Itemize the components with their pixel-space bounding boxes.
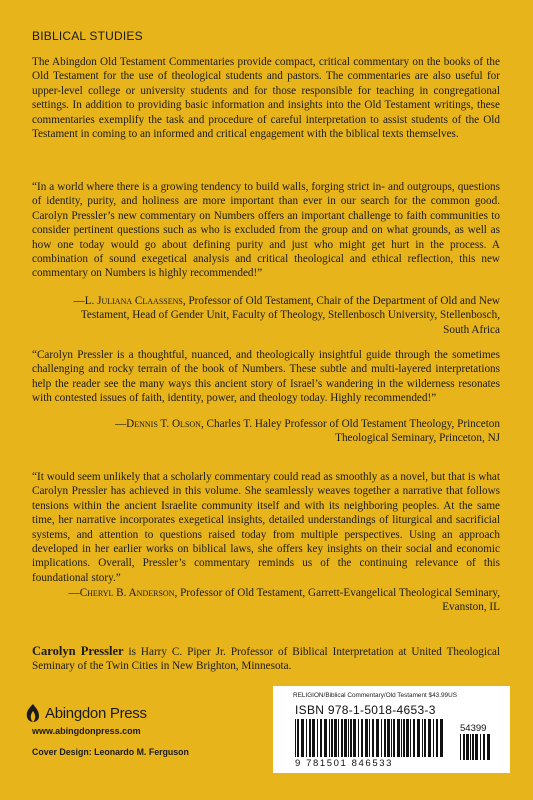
- isbn-barcode-digits: 9 781501 846533: [295, 758, 393, 769]
- author-bio-text: is Harry C. Piper Jr. Professor of Biblical Interpretation at United Theological Seminary of the Twin Cities in New Brighton, Minnesota.: [32, 646, 500, 673]
- abingdon-flame-icon: [24, 703, 42, 723]
- endorsement-attribution-1: [60, 294, 500, 337]
- endorsement-quote-2: “Carolyn Pressler is a thoughtful, nuanced, and theologically insightful guide through the sometimes challenging and rocky terrain of the book of Numbers. These subtle and multi-layered interpretations help the reader see the many ways this ancient story of Israel’s wandering in the wilderness resonates with contested issues of faith, identity, power, and theology today. Highly recommended!”: [32, 349, 500, 405]
- endorsement-attribution-2: [60, 417, 500, 446]
- endorser-title-2: , Charles T. Haley Professor of Old Testament Theology, Princeton Theological Seminary, Princeton, NJ: [200, 418, 500, 445]
- series-description: The Abingdon Old Testament Commentaries provide compact, critical commentary on the books of the Old Testament for the use of theological students and pastors. The commentaries are also useful for upper-level college or university students and for those responsible for teaching in congregational settings. In addition to providing basic information and insights into the Old Testament writings, these commentaries exemplify the task and procedure of careful interpretation to assist students of the Old Testament in coming to an informed and critical engagement with the biblical texts themselves.: [32, 56, 500, 141]
- author-bio: [32, 644, 500, 674]
- endorser-title-1: , Professor of Old Testament, Chair of the Department of Old and New Testament, Head of Gender Unit, Faculty of Theology, Stellenbosch University, Stellenbosch, South Africa: [80, 295, 500, 336]
- publisher-logo: [24, 703, 147, 723]
- endorser-name-1: —L. Juliana Claassens: [73, 295, 183, 307]
- endorsement-quote-1: “In a world where there is a growing tendency to build walls, forging strict in- and outgroups, questions of identity, purity, and holiness are more important than ever in our search for the common good. Carolyn Pressler’s new commentary on Numbers offers an important challenge to faith communities to consider pertinent questions such as who is excluded from the group and on what grounds, as well as how one today would go about defining purity and just who might get hurt in the process. A combination of sound exegetical analysis and critical theological and ethical reflection, this new commentary on Numbers is highly recommended!”: [32, 181, 500, 280]
- price-code: 54399: [460, 723, 487, 734]
- cover-design-credit: Cover Design: Leonardo M. Ferguson: [32, 747, 189, 757]
- endorsement-quote-3: “It would seem unlikely that a scholarly commentary could read as smoothly as a novel, but that is what Carolyn Pressler has achieved in this volume. She seamlessly weaves together a narrative that follows tensions within the ancient Israelite community itself and with its neighboring peoples. At the same time, her narrative incorporates exegetical insights, detailed understandings of liturgical and sacrificial systems, and attention to questions raised today from multiple perspectives. Using an approach developed in her earlier works on biblical laws, she offers key insights on their social and economic implications. Overall, Pressler’s commentary reminds us of the continuing relevance of this foundational story.”: [32, 471, 500, 584]
- author-name: Carolyn Pressler: [32, 644, 124, 658]
- publisher-url: www.abingdonpress.com: [32, 726, 141, 736]
- price-barcode-image: [460, 734, 492, 760]
- category-label: BIBLICAL STUDIES: [32, 29, 143, 43]
- barcode-panel: [273, 686, 510, 773]
- endorser-title-3: , Professor of Old Testament, Garrett-Evangelical Theological Seminary, Evanston, IL: [174, 587, 500, 614]
- barcode-category-line: RELIGION/Biblical Commentary/Old Testament $43.99US: [293, 692, 457, 699]
- endorser-name-2: —Dennis T. Olson: [114, 418, 201, 430]
- endorsement-attribution-3: [60, 586, 500, 615]
- endorser-name-3: —Cheryl B. Anderson: [68, 587, 175, 599]
- publisher-name: Abingdon Press: [45, 704, 147, 722]
- barcode-image: [295, 719, 445, 757]
- isbn-text: ISBN 978-1-5018-4653-3: [295, 703, 436, 717]
